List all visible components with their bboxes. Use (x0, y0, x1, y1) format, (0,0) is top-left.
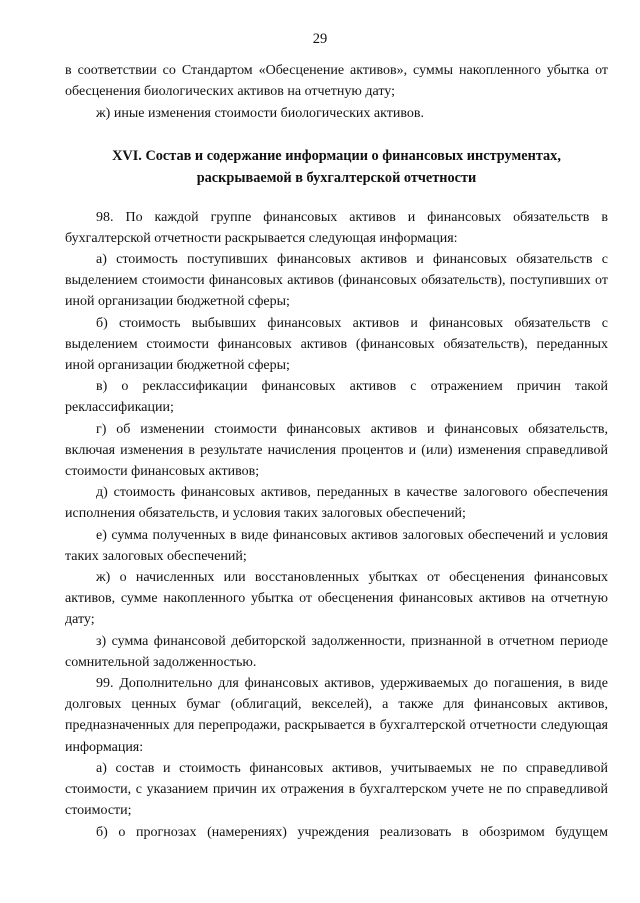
continuation-paragraph: в соответствии со Стандартом «Обесценение активов», суммы накопленного убытка от обесценения биологических активов на отчетную дату; (65, 63, 608, 100)
list-item-zh: ж) иные изменения стоимости биологических активов. (96, 106, 424, 122)
section-heading-line-1: XVI. Состав и содержание информации о финансовых инструментах, (112, 147, 561, 164)
paragraph-98-g: г) об изменении стоимости финансовых активов и финансовых обязательств, включая изменения в результате начисления процентов и (или) изменения справедливой стоимости финансовых активов; (65, 421, 608, 480)
page-body (65, 60, 608, 843)
page-number: 29 (312, 31, 328, 47)
paragraph-98-d: д) стоимость финансовых активов, переданных в качестве залогового обеспечения исполнения обязательств, и условия таких залоговых обеспечений; (65, 485, 608, 522)
paragraph-98-v: в) о реклассификации финансовых активов с отражением причин такой реклассификации; (65, 379, 608, 416)
paragraph-99-b: б) о прогнозах (намерениях) учреждения реализовать в обозримом будущем (96, 824, 608, 840)
paragraph-98-z: з) сумма финансовой дебиторской задолженности, признанной в отчетном периоде сомнительной задолженностью. (65, 633, 608, 670)
paragraph-99: 99. Дополнительно для финансовых активов, удерживаемых до погашения, в виде долговых ценных бумаг (облигаций, векселей), а также для финансовых активов, предназначенных для перепродажи, раскрывается в бухгалтерской отчетности следующая информация: (65, 676, 608, 755)
paragraph-99-a: а) состав и стоимость финансовых активов, учитываемых не по справедливой стоимости, с указанием причин их отражения в бухгалтерском учете не по справедливой стоимости; (65, 760, 608, 819)
paragraph-98-e: е) сумма полученных в виде финансовых активов залоговых обеспечений и условия таких залоговых обеспечений; (65, 527, 608, 564)
paragraph-98-b: б) стоимость выбывших финансовых активов и финансовых обязательств с выделением стоимости финансовых активов (финансовых обязательств), переданных иной организации бюджетной сферы; (65, 315, 608, 374)
paragraph-98: 98. По каждой группе финансовых активов и финансовых обязательств в бухгалтерской отчетности раскрывается следующая информация: (65, 209, 608, 246)
section-heading-line-2: раскрываемой в бухгалтерской отчетности (196, 169, 477, 186)
paragraph-98-a: а) стоимость поступивших финансовых активов и финансовых обязательств с выделением стоимости финансовых активов (финансовых обязательств), поступивших от иной организации бюджетной сферы; (65, 252, 608, 310)
paragraph-98-zh: ж) о начисленных или восстановленных убытках от обесценения финансовых активов, сумме накопленного убытка от обесценения финансовых активов на отчетную дату; (65, 570, 608, 628)
